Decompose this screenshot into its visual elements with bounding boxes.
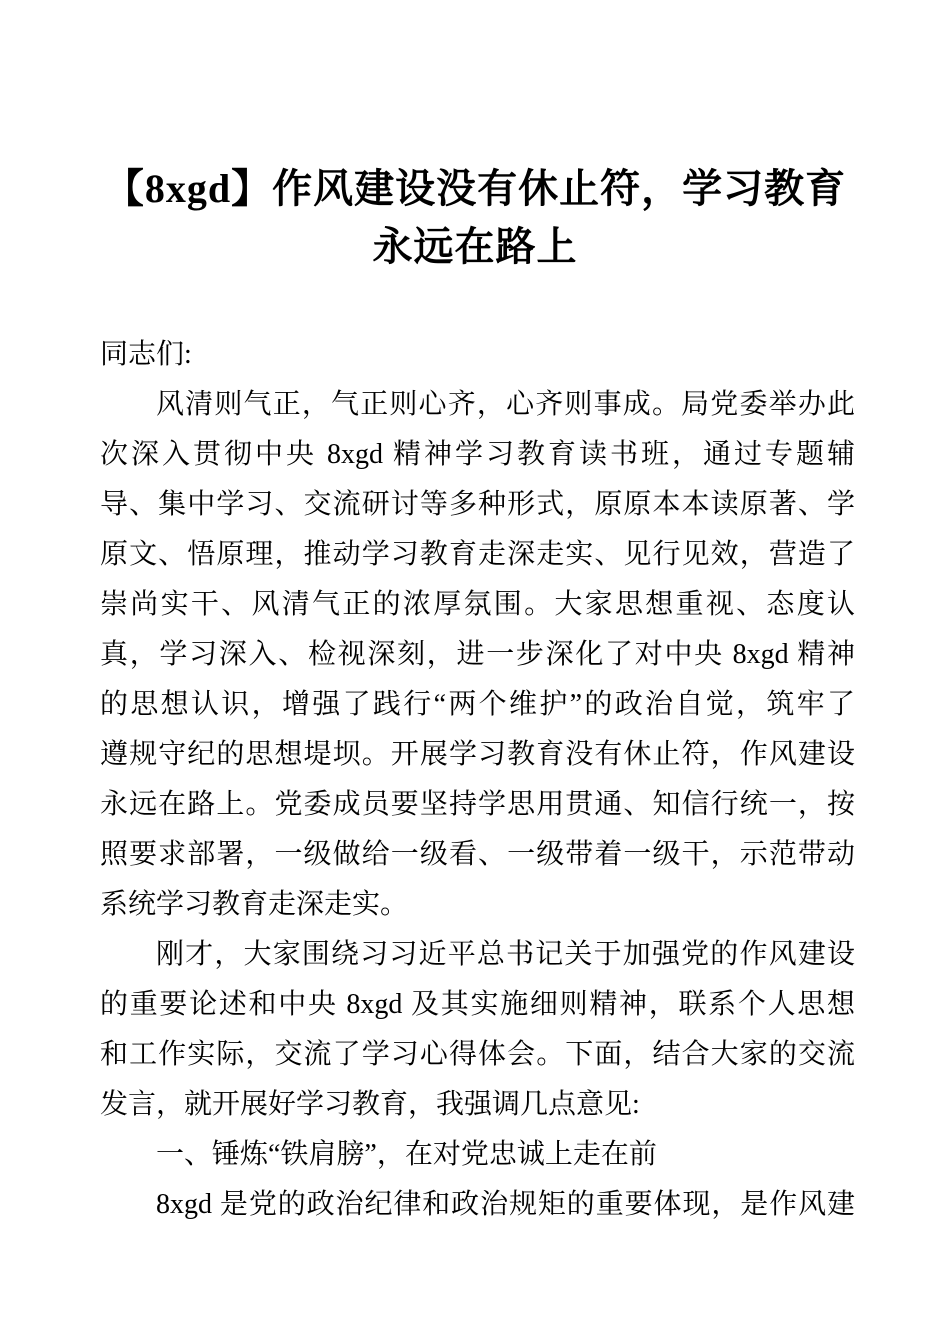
text-line: 崇尚实干、风清气正的浓厚氛围。大家思想重视、态度认 [100, 589, 855, 620]
text-line: 风清则气正，气正则心齐，心齐则事成。局党委举办此 [156, 389, 855, 420]
text-line: 永远在路上。党委成员要坚持学思用贯通、知信行统一，按 [100, 789, 855, 820]
document-body [100, 330, 855, 1230]
text-line: 遵规守纪的思想堤坝。开展学习教育没有休止符，作风建设 [100, 739, 855, 770]
text-line: 刚才，大家围绕习习近平总书记关于加强党的作风建设 [156, 939, 855, 970]
text-line-paragraph-end: 发言，就开展好学习教育，我强调几点意见: [100, 1089, 640, 1120]
text-line-section-heading: 一、锤炼“铁肩膀”，在对党忠诚上走在前 [156, 1139, 657, 1170]
text-line-paragraph-end: 系统学习教育走深走实。 [100, 889, 409, 920]
text-line: 8xgd 是党的政治纪律和政治规矩的重要体现，是作风建 [156, 1189, 855, 1220]
text-line: 的思想认识，增强了践行“两个维护”的政治自觉，筑牢了 [100, 689, 855, 720]
text-line: 真，学习深入、检视深刻，进一步深化了对中央 8xgd 精神 [100, 639, 855, 670]
document-title-line-2: 永远在路上 [372, 224, 578, 269]
text-line: 照要求部署，一级做给一级看、一级带着一级干，示范带动 [100, 839, 855, 870]
text-line: 和工作实际，交流了学习心得体会。下面，结合大家的交流 [100, 1039, 855, 1070]
text-line: 的重要论述和中央 8xgd 及其实施细则精神，联系个人思想 [100, 989, 855, 1020]
document-title [0, 0, 950, 276]
text-line-salutation: 同志们: [100, 339, 192, 370]
text-line: 次深入贯彻中央 8xgd 精神学习教育读书班，通过专题辅 [100, 439, 855, 470]
text-line: 原文、悟原理，推动学习教育走深走实、见行见效，营造了 [100, 539, 855, 570]
document-title-line-1: 【8xgd】作风建设没有休止符，学习教育 [103, 166, 847, 211]
text-line: 导、集中学习、交流研讨等多种形式，原原本本读原著、学 [100, 489, 855, 520]
